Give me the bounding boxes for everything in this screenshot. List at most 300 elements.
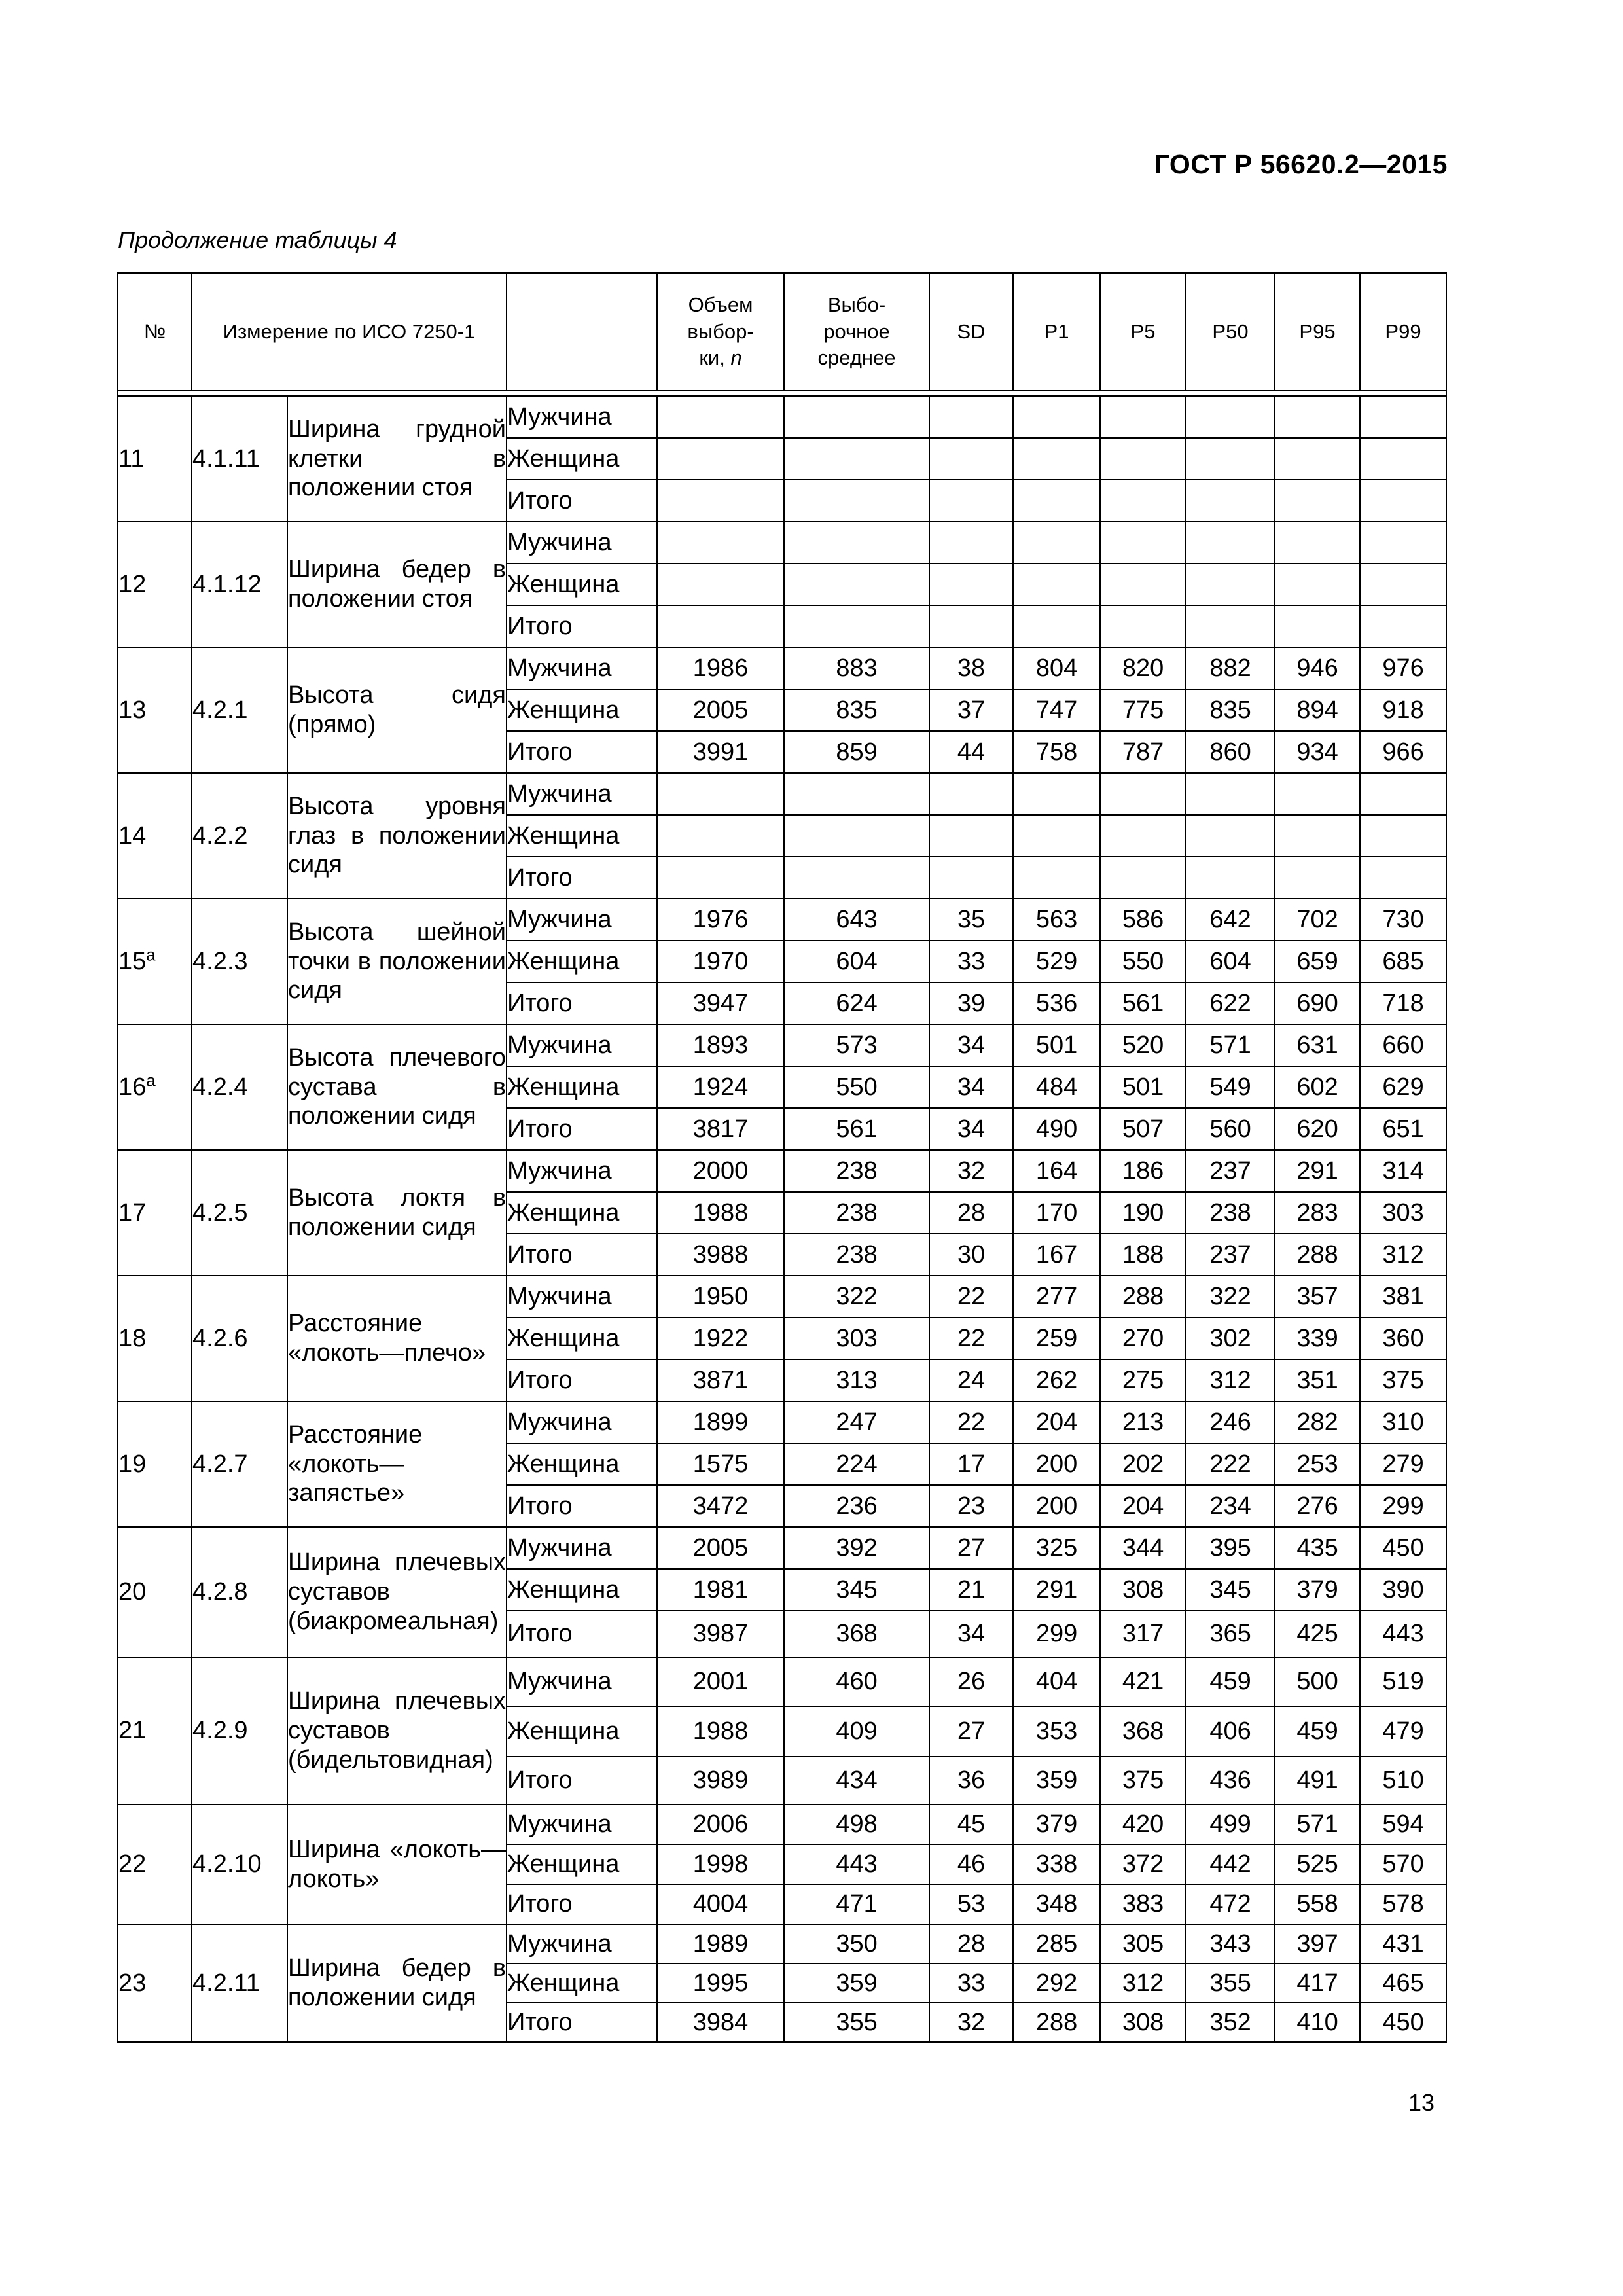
p5-value bbox=[1100, 564, 1186, 605]
sd-value bbox=[929, 815, 1013, 857]
sd-value bbox=[929, 522, 1013, 564]
table-row bbox=[118, 1527, 1446, 1569]
sample-size-value: 1922 bbox=[657, 1318, 784, 1359]
sample-mean-value: 247 bbox=[784, 1401, 929, 1443]
row-number-cell bbox=[118, 1401, 192, 1527]
p99-value: 431 bbox=[1360, 1924, 1446, 1964]
p1-value: 404 bbox=[1013, 1657, 1100, 1706]
p99-value: 685 bbox=[1360, 941, 1446, 982]
p95-value: 690 bbox=[1275, 982, 1360, 1024]
measurement-name: Расстояние «локоть—плечо» bbox=[287, 1276, 507, 1401]
p1-value: 758 bbox=[1013, 731, 1100, 773]
sample-size-value: 1981 bbox=[657, 1569, 784, 1611]
table-row bbox=[118, 1276, 1446, 1318]
p1-value: 164 bbox=[1013, 1150, 1100, 1192]
p99-value bbox=[1360, 605, 1446, 647]
sample-size-value bbox=[657, 522, 784, 564]
sample-mean-value: 350 bbox=[784, 1924, 929, 1964]
sex-label: Итого bbox=[507, 1611, 657, 1657]
sex-label: Женщина bbox=[507, 1706, 657, 1757]
sample-size-value: 3988 bbox=[657, 1234, 784, 1276]
header-p1: P1 bbox=[1013, 273, 1100, 391]
p95-value bbox=[1275, 480, 1360, 522]
p1-value: 804 bbox=[1013, 647, 1100, 689]
sd-value: 28 bbox=[929, 1192, 1013, 1234]
p99-value: 966 bbox=[1360, 731, 1446, 773]
row-number-cell bbox=[118, 1804, 192, 1924]
p5-value: 372 bbox=[1100, 1844, 1186, 1884]
p5-value: 820 bbox=[1100, 647, 1186, 689]
p95-value bbox=[1275, 438, 1360, 480]
p1-value bbox=[1013, 438, 1100, 480]
header-sex bbox=[507, 273, 657, 391]
sample-size-value: 2005 bbox=[657, 1527, 784, 1569]
p95-value: 934 bbox=[1275, 731, 1360, 773]
sex-label: Женщина bbox=[507, 1569, 657, 1611]
sample-mean-value: 460 bbox=[784, 1657, 929, 1706]
p95-value: 379 bbox=[1275, 1569, 1360, 1611]
sex-label: Итого bbox=[507, 1485, 657, 1527]
sample-size-value: 1575 bbox=[657, 1443, 784, 1485]
sd-value: 38 bbox=[929, 647, 1013, 689]
p99-value: 303 bbox=[1360, 1192, 1446, 1234]
sd-value: 35 bbox=[929, 899, 1013, 941]
sd-value: 34 bbox=[929, 1066, 1013, 1108]
p99-value: 390 bbox=[1360, 1569, 1446, 1611]
p50-value: 549 bbox=[1186, 1066, 1275, 1108]
sample-mean-value: 303 bbox=[784, 1318, 929, 1359]
p1-value: 490 bbox=[1013, 1108, 1100, 1150]
iso-clause-code: 4.2.9 bbox=[192, 1657, 287, 1804]
sex-label: Женщина bbox=[507, 438, 657, 480]
table-row bbox=[118, 647, 1446, 689]
p5-value: 213 bbox=[1100, 1401, 1186, 1443]
iso-clause-code: 4.2.5 bbox=[192, 1150, 287, 1276]
p5-value bbox=[1100, 396, 1186, 438]
p1-value: 359 bbox=[1013, 1757, 1100, 1804]
p99-value: 479 bbox=[1360, 1706, 1446, 1757]
p95-value bbox=[1275, 396, 1360, 438]
sd-value: 17 bbox=[929, 1443, 1013, 1485]
sample-mean-value: 238 bbox=[784, 1150, 929, 1192]
row-number: 22 bbox=[118, 1850, 147, 1878]
sample-size-value: 1988 bbox=[657, 1706, 784, 1757]
p99-value: 375 bbox=[1360, 1359, 1446, 1401]
row-number: 18 bbox=[118, 1324, 147, 1352]
p95-value bbox=[1275, 857, 1360, 899]
p5-value: 775 bbox=[1100, 689, 1186, 731]
sex-label: Итого bbox=[507, 1108, 657, 1150]
sd-value: 44 bbox=[929, 731, 1013, 773]
p99-value: 718 bbox=[1360, 982, 1446, 1024]
sd-value: 33 bbox=[929, 941, 1013, 982]
sex-label: Женщина bbox=[507, 1964, 657, 2003]
iso-clause-code: 4.1.11 bbox=[192, 396, 287, 522]
sd-value: 39 bbox=[929, 982, 1013, 1024]
row-number-cell bbox=[118, 773, 192, 899]
p5-value bbox=[1100, 857, 1186, 899]
sample-mean-value bbox=[784, 480, 929, 522]
table-row bbox=[118, 396, 1446, 438]
row-number-cell bbox=[118, 1276, 192, 1401]
sex-label: Итого bbox=[507, 1884, 657, 1924]
table-caption: Продолжение таблицы 4 bbox=[118, 226, 397, 253]
p95-value: 702 bbox=[1275, 899, 1360, 941]
p95-value: 291 bbox=[1275, 1150, 1360, 1192]
p5-value: 202 bbox=[1100, 1443, 1186, 1485]
p5-value: 275 bbox=[1100, 1359, 1186, 1401]
sex-label: Итого bbox=[507, 480, 657, 522]
p50-value: 312 bbox=[1186, 1359, 1275, 1401]
sd-value: 34 bbox=[929, 1024, 1013, 1066]
p99-value: 660 bbox=[1360, 1024, 1446, 1066]
p1-value: 536 bbox=[1013, 982, 1100, 1024]
sample-mean-value bbox=[784, 438, 929, 480]
p5-value: 270 bbox=[1100, 1318, 1186, 1359]
sample-mean-value: 550 bbox=[784, 1066, 929, 1108]
p50-value: 436 bbox=[1186, 1757, 1275, 1804]
p99-value bbox=[1360, 438, 1446, 480]
sample-size-value bbox=[657, 773, 784, 815]
p1-value: 299 bbox=[1013, 1611, 1100, 1657]
p5-value bbox=[1100, 522, 1186, 564]
sample-mean-value: 322 bbox=[784, 1276, 929, 1318]
p1-value: 170 bbox=[1013, 1192, 1100, 1234]
p50-value bbox=[1186, 438, 1275, 480]
measurement-name: Ширина «локоть—локоть» bbox=[287, 1804, 507, 1924]
sd-value: 26 bbox=[929, 1657, 1013, 1706]
p99-value: 360 bbox=[1360, 1318, 1446, 1359]
sex-label: Итого bbox=[507, 1359, 657, 1401]
p1-value: 353 bbox=[1013, 1706, 1100, 1757]
p99-value: 570 bbox=[1360, 1844, 1446, 1884]
header-p95: P95 bbox=[1275, 273, 1360, 391]
sample-mean-value: 392 bbox=[784, 1527, 929, 1569]
measurement-name: Высота локтя в положении сидя bbox=[287, 1150, 507, 1276]
measurement-name: Ширина плечевых суставов (бидельтовидная) bbox=[287, 1657, 507, 1804]
p95-value: 894 bbox=[1275, 689, 1360, 731]
p1-value bbox=[1013, 522, 1100, 564]
table-row bbox=[118, 1924, 1446, 1964]
p5-value: 204 bbox=[1100, 1485, 1186, 1527]
p50-value: 604 bbox=[1186, 941, 1275, 982]
sample-size-value: 1989 bbox=[657, 1924, 784, 1964]
p5-value: 188 bbox=[1100, 1234, 1186, 1276]
sample-size-value bbox=[657, 564, 784, 605]
sd-value bbox=[929, 605, 1013, 647]
sample-size-value bbox=[657, 438, 784, 480]
p5-value bbox=[1100, 438, 1186, 480]
sex-label: Итого bbox=[507, 1757, 657, 1804]
p5-value: 190 bbox=[1100, 1192, 1186, 1234]
p5-value: 421 bbox=[1100, 1657, 1186, 1706]
sample-size-value: 1899 bbox=[657, 1401, 784, 1443]
row-number: 16 bbox=[118, 1073, 147, 1101]
sd-value bbox=[929, 480, 1013, 522]
p99-value: 594 bbox=[1360, 1804, 1446, 1844]
sample-size-value: 1924 bbox=[657, 1066, 784, 1108]
table-row bbox=[118, 1150, 1446, 1192]
p50-value: 238 bbox=[1186, 1192, 1275, 1234]
p50-value bbox=[1186, 522, 1275, 564]
p50-value: 835 bbox=[1186, 689, 1275, 731]
p50-value: 882 bbox=[1186, 647, 1275, 689]
measurement-name: Расстояние «локоть—запястье» bbox=[287, 1401, 507, 1527]
p95-value: 459 bbox=[1275, 1706, 1360, 1757]
p99-value: 465 bbox=[1360, 1964, 1446, 2003]
p50-value: 345 bbox=[1186, 1569, 1275, 1611]
p99-value: 519 bbox=[1360, 1657, 1446, 1706]
sex-label: Итого bbox=[507, 857, 657, 899]
sample-mean-value: 313 bbox=[784, 1359, 929, 1401]
p99-value: 730 bbox=[1360, 899, 1446, 941]
iso-clause-code: 4.2.3 bbox=[192, 899, 287, 1024]
row-number: 21 bbox=[118, 1717, 147, 1745]
p99-value: 651 bbox=[1360, 1108, 1446, 1150]
sd-value: 36 bbox=[929, 1757, 1013, 1804]
row-number-cell bbox=[118, 1924, 192, 2042]
sex-label: Мужчина bbox=[507, 1401, 657, 1443]
p99-value: 314 bbox=[1360, 1150, 1446, 1192]
sample-size-value: 3817 bbox=[657, 1108, 784, 1150]
header-separator bbox=[118, 391, 1446, 396]
row-number-cell bbox=[118, 899, 192, 1024]
p5-value: 507 bbox=[1100, 1108, 1186, 1150]
p1-value bbox=[1013, 605, 1100, 647]
p1-value bbox=[1013, 396, 1100, 438]
sex-label: Женщина bbox=[507, 1066, 657, 1108]
p1-value: 291 bbox=[1013, 1569, 1100, 1611]
table-row bbox=[118, 1401, 1446, 1443]
sex-label: Итого bbox=[507, 605, 657, 647]
sample-mean-value: 345 bbox=[784, 1569, 929, 1611]
p99-value: 578 bbox=[1360, 1884, 1446, 1924]
header-sample-size-line2: выбор- bbox=[687, 319, 754, 343]
sd-value: 53 bbox=[929, 1884, 1013, 1924]
iso-clause-code: 4.2.1 bbox=[192, 647, 287, 773]
p5-value: 586 bbox=[1100, 899, 1186, 941]
p99-value bbox=[1360, 815, 1446, 857]
sample-mean-value: 434 bbox=[784, 1757, 929, 1804]
p50-value bbox=[1186, 605, 1275, 647]
sample-mean-value: 355 bbox=[784, 2003, 929, 2042]
p5-value: 305 bbox=[1100, 1924, 1186, 1964]
measurement-name: Ширина грудной клетки в положении стоя bbox=[287, 396, 507, 522]
p95-value: 410 bbox=[1275, 2003, 1360, 2042]
sample-size-value: 3947 bbox=[657, 982, 784, 1024]
sample-size-value: 3987 bbox=[657, 1611, 784, 1657]
footnote-mark: a bbox=[146, 1069, 156, 1090]
sample-size-value: 1893 bbox=[657, 1024, 784, 1066]
row-number: 20 bbox=[118, 1578, 147, 1606]
p99-value: 310 bbox=[1360, 1401, 1446, 1443]
sex-label: Женщина bbox=[507, 941, 657, 982]
p5-value bbox=[1100, 773, 1186, 815]
p99-value bbox=[1360, 480, 1446, 522]
sd-value bbox=[929, 396, 1013, 438]
sd-value: 33 bbox=[929, 1964, 1013, 2003]
row-number: 12 bbox=[118, 570, 147, 598]
p99-value: 279 bbox=[1360, 1443, 1446, 1485]
p5-value bbox=[1100, 605, 1186, 647]
p95-value bbox=[1275, 773, 1360, 815]
p50-value bbox=[1186, 773, 1275, 815]
p95-value: 525 bbox=[1275, 1844, 1360, 1884]
p95-value: 253 bbox=[1275, 1443, 1360, 1485]
p5-value: 312 bbox=[1100, 1964, 1186, 2003]
p50-value: 642 bbox=[1186, 899, 1275, 941]
p95-value: 283 bbox=[1275, 1192, 1360, 1234]
p99-value: 450 bbox=[1360, 1527, 1446, 1569]
iso-clause-code: 4.2.10 bbox=[192, 1804, 287, 1924]
p95-value: 571 bbox=[1275, 1804, 1360, 1844]
row-number-cell bbox=[118, 1527, 192, 1657]
p1-value: 285 bbox=[1013, 1924, 1100, 1964]
sample-size-value: 2006 bbox=[657, 1804, 784, 1844]
sample-mean-value: 238 bbox=[784, 1234, 929, 1276]
p50-value: 499 bbox=[1186, 1804, 1275, 1844]
p95-value: 425 bbox=[1275, 1611, 1360, 1657]
p50-value bbox=[1186, 564, 1275, 605]
header-sample-mean bbox=[784, 273, 929, 391]
sex-label: Мужчина bbox=[507, 1804, 657, 1844]
p50-value: 406 bbox=[1186, 1706, 1275, 1757]
header-sample-size-line3: ки, bbox=[699, 346, 725, 370]
iso-clause-code: 4.2.6 bbox=[192, 1276, 287, 1401]
p50-value: 442 bbox=[1186, 1844, 1275, 1884]
sex-label: Итого bbox=[507, 731, 657, 773]
sex-label: Мужчина bbox=[507, 1657, 657, 1706]
p1-value: 204 bbox=[1013, 1401, 1100, 1443]
header-no: № bbox=[118, 273, 192, 391]
p99-value bbox=[1360, 522, 1446, 564]
sample-mean-value: 883 bbox=[784, 647, 929, 689]
sample-size-value bbox=[657, 396, 784, 438]
sd-value: 32 bbox=[929, 1150, 1013, 1192]
sample-size-value bbox=[657, 857, 784, 899]
p1-value bbox=[1013, 857, 1100, 899]
table-row bbox=[118, 1657, 1446, 1706]
sample-mean-value: 238 bbox=[784, 1192, 929, 1234]
p50-value: 237 bbox=[1186, 1150, 1275, 1192]
sex-label: Мужчина bbox=[507, 1150, 657, 1192]
sd-value: 46 bbox=[929, 1844, 1013, 1884]
p1-value: 348 bbox=[1013, 1884, 1100, 1924]
iso-clause-code: 4.2.8 bbox=[192, 1527, 287, 1657]
iso-clause-code: 4.2.4 bbox=[192, 1024, 287, 1150]
sample-size-value: 1995 bbox=[657, 1964, 784, 2003]
p5-value: 375 bbox=[1100, 1757, 1186, 1804]
p50-value bbox=[1186, 396, 1275, 438]
p5-value: 288 bbox=[1100, 1276, 1186, 1318]
p50-value bbox=[1186, 480, 1275, 522]
p50-value: 302 bbox=[1186, 1318, 1275, 1359]
row-number-cell bbox=[118, 1657, 192, 1804]
header-sample-mean-line1: Выбо- bbox=[827, 293, 886, 316]
sd-value: 45 bbox=[929, 1804, 1013, 1844]
p50-value: 237 bbox=[1186, 1234, 1275, 1276]
sample-size-value: 1970 bbox=[657, 941, 784, 982]
measurement-name: Высота плечевого сустава в положении сидя bbox=[287, 1024, 507, 1150]
p99-value bbox=[1360, 564, 1446, 605]
p95-value: 288 bbox=[1275, 1234, 1360, 1276]
header-separator-cell bbox=[118, 391, 1446, 396]
sample-mean-value bbox=[784, 396, 929, 438]
row-number-cell bbox=[118, 1024, 192, 1150]
p1-value: 563 bbox=[1013, 899, 1100, 941]
p95-value: 558 bbox=[1275, 1884, 1360, 1924]
p99-value: 381 bbox=[1360, 1276, 1446, 1318]
sample-mean-value: 573 bbox=[784, 1024, 929, 1066]
p99-value bbox=[1360, 857, 1446, 899]
sample-size-value: 1988 bbox=[657, 1192, 784, 1234]
p1-value: 200 bbox=[1013, 1485, 1100, 1527]
p5-value bbox=[1100, 480, 1186, 522]
p5-value bbox=[1100, 815, 1186, 857]
sex-label: Итого bbox=[507, 1234, 657, 1276]
sample-size-value: 3984 bbox=[657, 2003, 784, 2042]
p99-value: 510 bbox=[1360, 1757, 1446, 1804]
sample-size-value: 2000 bbox=[657, 1150, 784, 1192]
p50-value: 365 bbox=[1186, 1611, 1275, 1657]
p1-value: 292 bbox=[1013, 1964, 1100, 2003]
sample-mean-value: 224 bbox=[784, 1443, 929, 1485]
sample-mean-value bbox=[784, 564, 929, 605]
sample-size-value: 1998 bbox=[657, 1844, 784, 1884]
measurement-name: Высота сидя (прямо) bbox=[287, 647, 507, 773]
p99-value: 629 bbox=[1360, 1066, 1446, 1108]
p5-value: 186 bbox=[1100, 1150, 1186, 1192]
p50-value: 571 bbox=[1186, 1024, 1275, 1066]
sample-mean-value bbox=[784, 605, 929, 647]
p1-value: 747 bbox=[1013, 689, 1100, 731]
p1-value bbox=[1013, 815, 1100, 857]
p1-value: 529 bbox=[1013, 941, 1100, 982]
anthropometric-table bbox=[117, 272, 1447, 2043]
sample-mean-value: 604 bbox=[784, 941, 929, 982]
sample-mean-value: 409 bbox=[784, 1706, 929, 1757]
header-sample-size-line1: Объем bbox=[688, 293, 753, 316]
row-number: 19 bbox=[118, 1450, 147, 1478]
sample-size-value bbox=[657, 605, 784, 647]
header-p50: P50 bbox=[1186, 273, 1275, 391]
sd-value bbox=[929, 564, 1013, 605]
p95-value: 946 bbox=[1275, 647, 1360, 689]
p1-value: 262 bbox=[1013, 1359, 1100, 1401]
sample-mean-value bbox=[784, 857, 929, 899]
sd-value: 24 bbox=[929, 1359, 1013, 1401]
measurement-name: Ширина бедер в положении стоя bbox=[287, 522, 507, 647]
p50-value: 459 bbox=[1186, 1657, 1275, 1706]
sample-mean-value: 643 bbox=[784, 899, 929, 941]
sd-value: 28 bbox=[929, 1924, 1013, 1964]
p50-value: 560 bbox=[1186, 1108, 1275, 1150]
sample-size-value: 2001 bbox=[657, 1657, 784, 1706]
sex-label: Женщина bbox=[507, 1844, 657, 1884]
sex-label: Мужчина bbox=[507, 396, 657, 438]
sample-size-value: 3991 bbox=[657, 731, 784, 773]
header-sample-mean-line3: среднее bbox=[817, 346, 896, 370]
row-number-cell bbox=[118, 647, 192, 773]
row-number-cell bbox=[118, 522, 192, 647]
sample-size-value bbox=[657, 815, 784, 857]
sample-size-value: 3871 bbox=[657, 1359, 784, 1401]
p1-value: 200 bbox=[1013, 1443, 1100, 1485]
header-sample-size-symbol: n bbox=[730, 346, 742, 370]
sd-value: 37 bbox=[929, 689, 1013, 731]
p50-value: 622 bbox=[1186, 982, 1275, 1024]
sd-value: 22 bbox=[929, 1276, 1013, 1318]
